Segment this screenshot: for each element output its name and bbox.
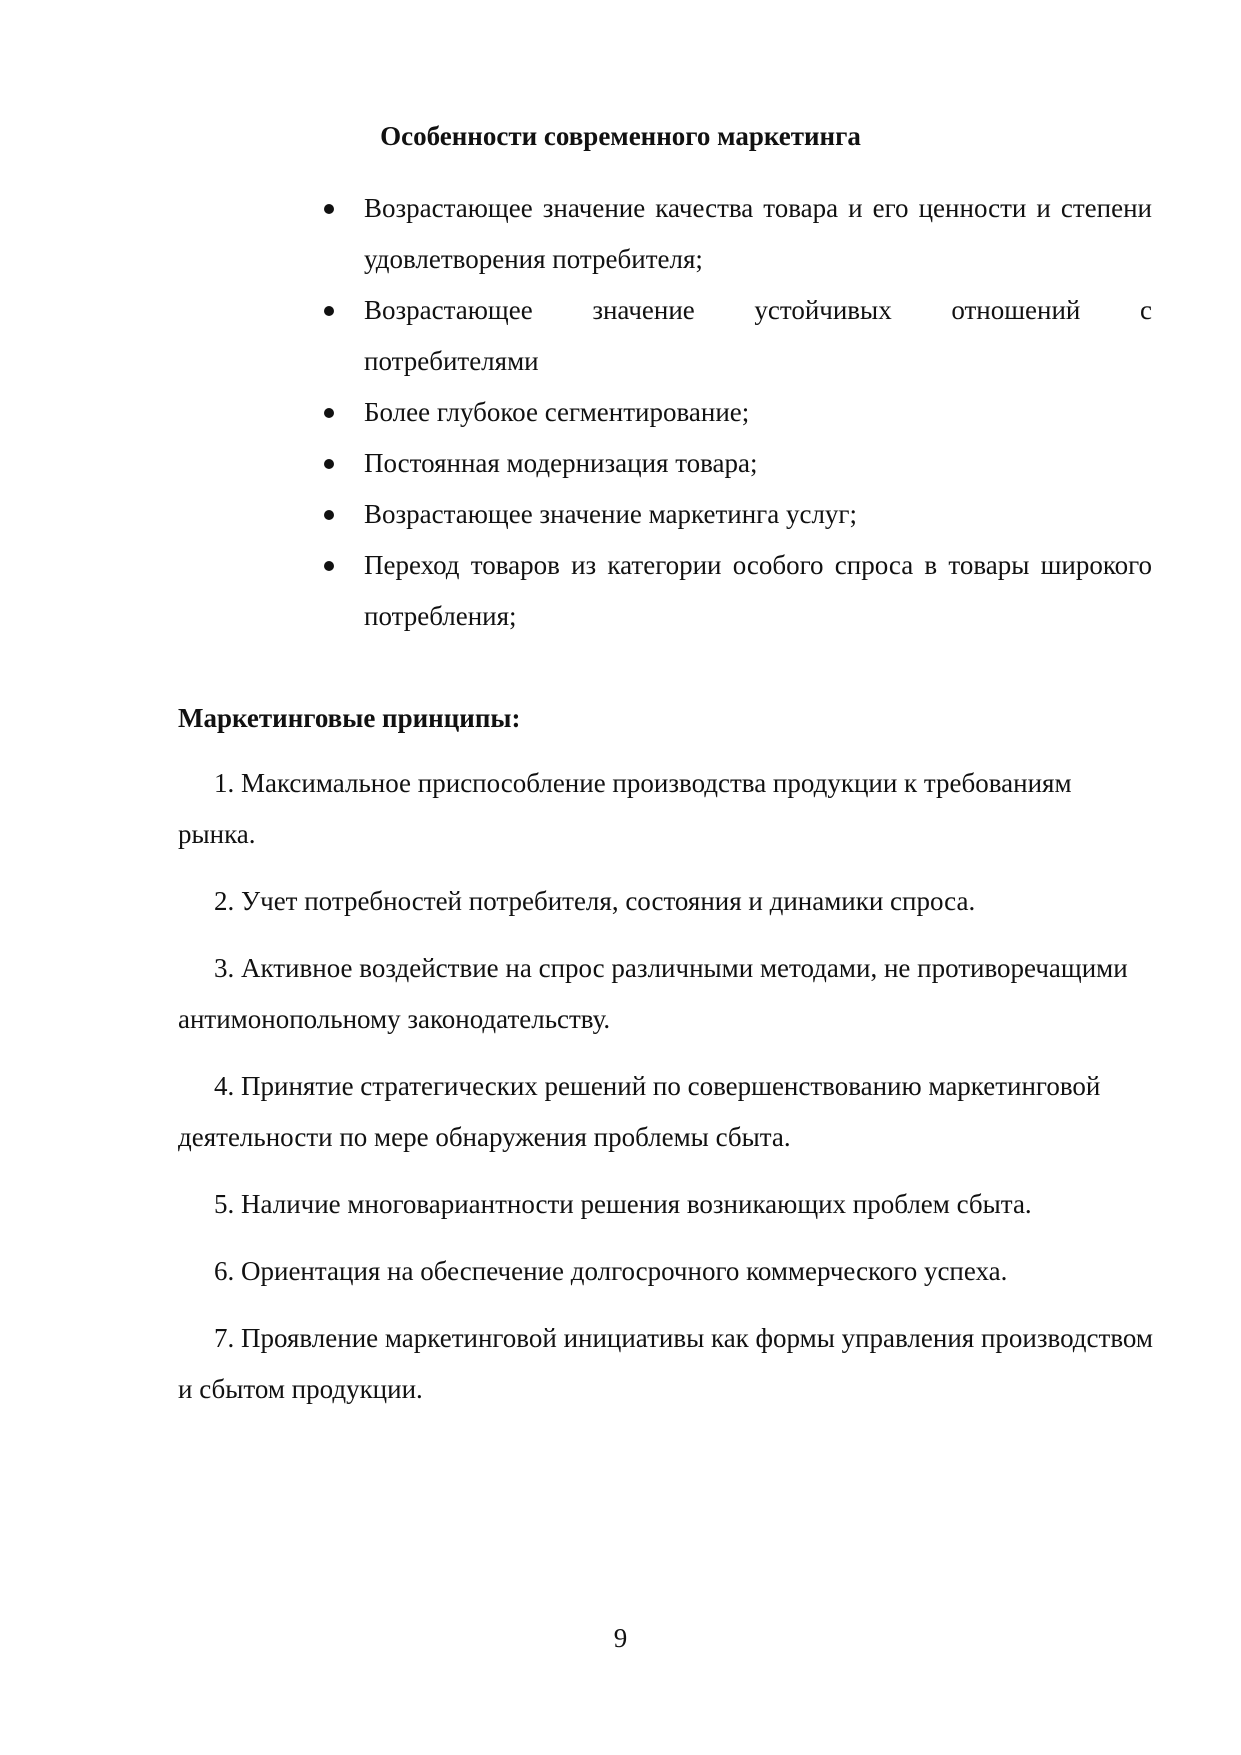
feature-item <box>318 183 1152 285</box>
feature-text: Возрастающее значение качества товара и его ценности и степени удовлетворения потребителя; <box>364 193 1152 274</box>
feature-item <box>318 438 1152 489</box>
bullet-icon <box>324 510 334 520</box>
feature-text: Постоянная модернизация товара; <box>364 448 758 478</box>
feature-text-tail: потребителями <box>364 346 539 376</box>
principle-item: 2. Учет потребностей потребителя, состояния и динамики спроса. <box>214 886 976 916</box>
feature-item <box>318 489 1152 540</box>
feature-word: отношений <box>951 295 1081 325</box>
bullet-icon <box>324 561 334 571</box>
feature-word: Возрастающее <box>364 295 533 325</box>
principle-item: 4. Принятие стратегических решений по совершенствованию маркетинговой деятельности по мере обнаружения проблемы сбыта. <box>178 1071 1101 1152</box>
feature-text: Переход товаров из категории особого спроса в товары широкого потребления; <box>364 550 1152 631</box>
bullet-icon <box>324 204 334 214</box>
principles-heading: Маркетинговые принципы: <box>178 703 521 733</box>
feature-item <box>318 387 1152 438</box>
section-title: Особенности современного маркетинга <box>380 121 861 151</box>
principle-item: 7. Проявление маркетинговой инициативы как формы управления производством и сбытом продукции. <box>178 1323 1153 1404</box>
bullet-icon <box>324 306 334 316</box>
principles-numbered-list <box>178 758 1153 1431</box>
principle-item: 3. Активное воздействие на спрос различными методами, не противоречащими антимонопольному законодательству. <box>178 953 1128 1034</box>
features-bullet-list <box>318 183 1152 642</box>
feature-word: значение <box>592 295 695 325</box>
feature-word: с <box>1139 295 1152 325</box>
feature-item <box>318 285 1152 387</box>
feature-text-line <box>364 285 1152 336</box>
feature-text: Возрастающее значение маркетинга услуг; <box>364 499 858 529</box>
feature-text: Более глубокое сегментирование; <box>364 397 750 427</box>
principle-item: 1. Максимальное приспособление производства продукции к требованиям рынка. <box>178 768 1072 849</box>
feature-word: устойчивых <box>754 295 892 325</box>
page-number: 9 <box>613 1623 628 1653</box>
principle-item: 6. Ориентация на обеспечение долгосрочного коммерческого успеха. <box>214 1256 1008 1286</box>
feature-item <box>318 540 1152 642</box>
bullet-icon <box>324 459 334 469</box>
principle-item: 5. Наличие многовариантности решения возникающих проблем сбыта. <box>214 1189 1032 1219</box>
bullet-icon <box>324 408 334 418</box>
